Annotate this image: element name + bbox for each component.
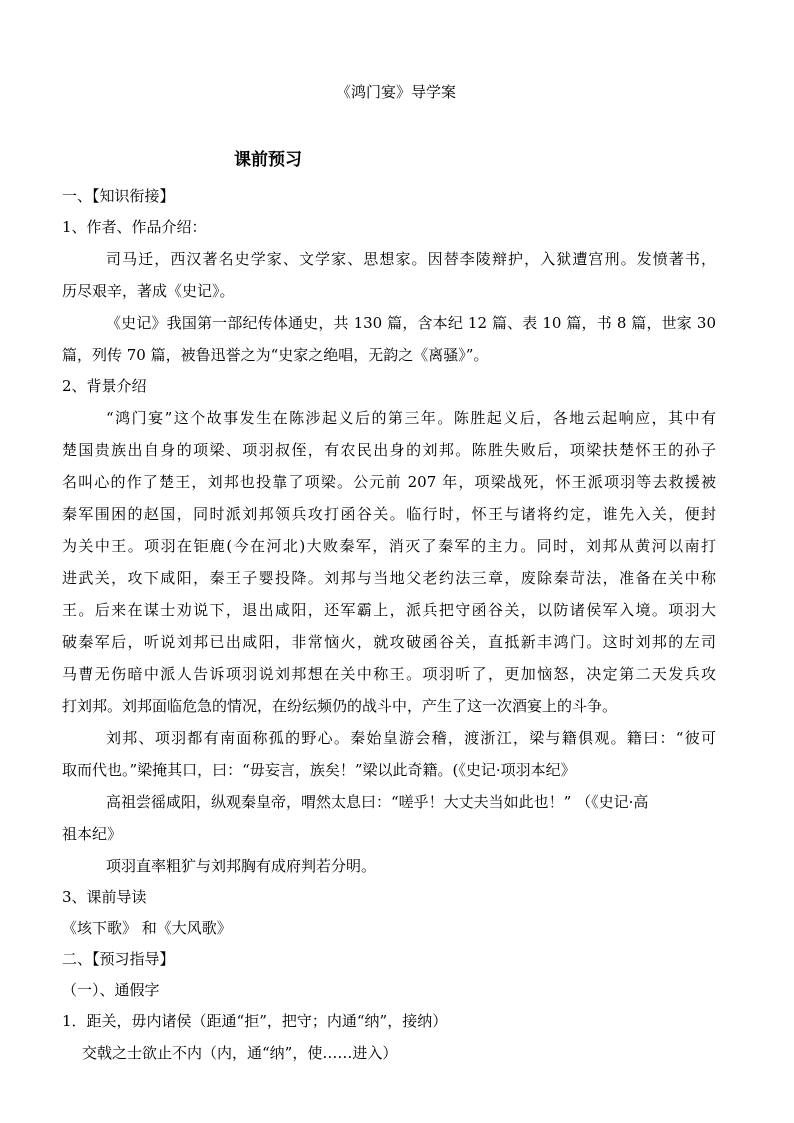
paragraph-line: 刘邦、项羽都有南面称孤的野心。秦始皇游会稽，渡浙江，梁与籍俱观。籍曰：“彼可 (106, 729, 716, 747)
paragraph-line: 秦军围困的赵国，同时派刘邦领兵攻打函谷关。临行时，怀王与诸将约定，谁先入关，便封 (62, 505, 716, 523)
paragraph-line: 司马迁，西汉著名史学家、文学家、思想家。因替李陵辩护，入狱遭宫刑。发愤著书， (106, 250, 716, 268)
paragraph-line: 项羽直率粗犷与刘邦胸有成府判若分明。 (106, 857, 377, 875)
paragraph-line: 《史记》我国第一部纪传体通史，共 130 篇，含本纪 12 篇、表 10 篇，书 8 篇，世家 30 (106, 314, 716, 332)
paragraph-line: 祖本纪》 (62, 825, 123, 843)
paragraph-line: 高祖尝徭咸阳，纵观秦皇帝，喟然太息曰：“嗟乎！大丈夫当如此也！” （《史记·高 (106, 793, 649, 811)
paragraph-line: 楚国贵族出自身的项梁、项羽叔侄，有农民出身的刘邦。陈胜失败后，项梁扶楚怀王的孙子 (62, 441, 716, 459)
heading-pre-reading: 3、课前导读 (62, 888, 147, 906)
paragraph-line: 马曹无伤暗中派人告诉项羽说刘邦想在关中称王。项羽听了，更加恼怒，决定第二天发兵攻 (62, 665, 716, 683)
paragraph-line: 历尽艰辛，著成《史记》。 (62, 282, 235, 300)
heading-background: 2、背景介绍 (62, 377, 147, 395)
paragraph-line: “鸿门宴”这个故事发生在陈涉起义后的第三年。陈胜起义后，各地云起响应，其中有 (106, 409, 716, 427)
paragraph-line: 王。后来在谋士劝说下，退出咸阳，还军霸上，派兵把守函谷关，以防诸侯军入境。项羽大 (62, 601, 716, 619)
heading-knowledge-link: 一、【知识衔接】 (62, 187, 175, 205)
heading-preview-guide: 二、【预习指导】 (62, 950, 175, 968)
list-item: 1．距关，毋内诸侯（距通“拒”，把守；内通“纳”，接纳） (62, 1012, 448, 1030)
paragraph-line: 破秦军后，听说刘邦已出咸阳，非常恼火，就攻破函谷关，直抵新丰鸿门。这时刘邦的左司 (62, 633, 716, 651)
heading-tongjiazi: （一）、通假字 (62, 981, 160, 999)
paragraph-line: 进武关，攻下咸阳，秦王子婴投降。刘邦与当地父老约法三章，废除秦苛法，准备在关中称 (62, 569, 716, 587)
list-item: 交戟之士欲止不内（内，通“纳”，使……进入） (82, 1044, 398, 1062)
paragraph-line: 名叫心的作了楚王，刘邦也投靠了项梁。公元前 207 年，项梁战死，怀王派项羽等去救援被 (62, 473, 716, 491)
heading-author-intro: 1、作者、作品介绍： (62, 218, 207, 236)
paragraph-line: 打刘邦。刘邦面临危急的情况，在纷纭频仍的战斗中，产生了这一次酒宴上的斗争。 (62, 697, 618, 715)
document-title: 《鸿门宴》导学案 (336, 83, 457, 101)
reading-titles: 《垓下歌》 和《大风歌》 (62, 919, 232, 937)
paragraph-line: 取而代也。”梁掩其口，曰：“毋妄言，族矣！”梁以此奇籍。(《史记·项羽本纪》 (62, 761, 576, 779)
paragraph-line: 为关中王。项羽在钜鹿(今在河北)大败秦军，消灭了秦军的主力。同时，刘邦从黄河以南打 (62, 537, 716, 555)
section-title: 课前预习 (234, 150, 302, 170)
paragraph-line: 篇，列传 70 篇，被鲁迅誉之为“史家之绝唱，无韵之《离骚》”。 (62, 346, 489, 364)
